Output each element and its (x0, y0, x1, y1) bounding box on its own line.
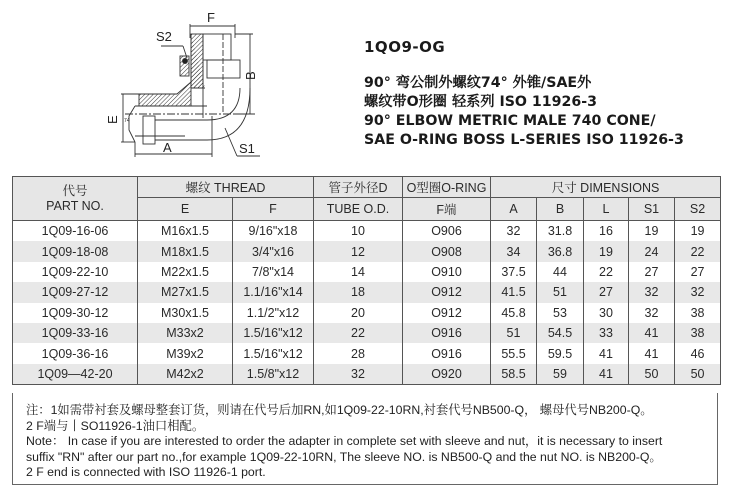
svg-text:A: A (163, 140, 172, 155)
cell-part: 1Q09-18-08 (13, 241, 138, 261)
cell-oring: O906 (403, 221, 491, 242)
cell-f: 1.5/16"x12 (233, 343, 314, 363)
note-cn-2: 2 F端与丨SO11926-1油口相配。 (26, 418, 205, 433)
header-tube-en: TUBE O.D. (314, 198, 403, 221)
cell-part: 1Q09-22-10 (13, 262, 138, 282)
table-row (13, 241, 721, 261)
cell-s1: 24 (629, 241, 675, 261)
header-l: L (584, 198, 629, 221)
cell-a: 32 (491, 221, 537, 242)
notes-box (12, 393, 718, 485)
elbow-fitting-drawing (95, 8, 270, 158)
cell-e: M30x1.5 (138, 303, 233, 323)
header-f-end: F端 (403, 198, 491, 221)
cell-e: M42x2 (138, 364, 233, 385)
cell-d: 20 (314, 303, 403, 323)
cell-d: 32 (314, 364, 403, 385)
header-oring: O型圈O-RING (403, 177, 491, 198)
cell-d: 28 (314, 343, 403, 363)
cell-e: M18x1.5 (138, 241, 233, 261)
cell-s2: 19 (675, 221, 721, 242)
cell-f: 1.5/16"x12 (233, 323, 314, 343)
table-row (13, 364, 721, 385)
description-en-2: SAE O-RING BOSS L-SERIES ISO 11926-3 (364, 132, 684, 148)
cell-a: 55.5 (491, 343, 537, 363)
cell-d: 12 (314, 241, 403, 261)
cell-b: 59.5 (537, 343, 584, 363)
cell-e: M39x2 (138, 343, 233, 363)
cell-l: 30 (584, 303, 629, 323)
cell-b: 44 (537, 262, 584, 282)
cell-oring: O916 (403, 323, 491, 343)
svg-text:74: 74 (124, 118, 130, 124)
cell-b: 51 (537, 282, 584, 302)
cell-f: 3/4"x16 (233, 241, 314, 261)
cell-l: 41 (584, 343, 629, 363)
cell-s1: 27 (629, 262, 675, 282)
header-part-no-en: PART NO. (46, 198, 104, 213)
cell-a: 51 (491, 323, 537, 343)
cell-oring: O912 (403, 303, 491, 323)
cell-part: 1Q09-27-12 (13, 282, 138, 302)
cell-oring: O916 (403, 343, 491, 363)
cell-e: M33x2 (138, 323, 233, 343)
svg-text:B: B (243, 71, 258, 80)
cell-s2: 27 (675, 262, 721, 282)
cell-d: 14 (314, 262, 403, 282)
cell-oring: O912 (403, 282, 491, 302)
cell-s2: 38 (675, 303, 721, 323)
header-part-no-cn: 代号 (62, 183, 88, 198)
cell-a: 58.5 (491, 364, 537, 385)
model-number: 1QO9-OG (364, 38, 446, 56)
note-en-1: Note： In case if you are interested to order the adapter in complete set with sleeve and nut，it is necessary to insert (26, 434, 663, 448)
cell-f: 7/8"x14 (233, 262, 314, 282)
cell-s1: 32 (629, 303, 675, 323)
cell-s2: 50 (675, 364, 721, 385)
cell-l: 33 (584, 323, 629, 343)
cell-d: 10 (314, 221, 403, 242)
table-row (13, 323, 721, 343)
header-s1: S1 (629, 198, 675, 221)
product-title-block (364, 38, 684, 150)
cell-s2: 32 (675, 282, 721, 302)
cell-e: M27x1.5 (138, 282, 233, 302)
cell-oring: O908 (403, 241, 491, 261)
cell-oring: O910 (403, 262, 491, 282)
cell-part: 1Q09—42-20 (13, 364, 138, 385)
cell-a: 45.8 (491, 303, 537, 323)
svg-text:S1: S1 (239, 141, 255, 156)
cell-f: 9/16"x18 (233, 221, 314, 242)
cell-s1: 41 (629, 343, 675, 363)
cell-e: M22x1.5 (138, 262, 233, 282)
cell-f: 1.1/16"x14 (233, 282, 314, 302)
cell-s2: 38 (675, 323, 721, 343)
cell-b: 54.5 (537, 323, 584, 343)
table-row (13, 303, 721, 323)
cell-s1: 19 (629, 221, 675, 242)
cell-f: 1.5/8"x12 (233, 364, 314, 385)
cell-s1: 32 (629, 282, 675, 302)
cell-d: 22 (314, 323, 403, 343)
note-en-3: 2 F end is connected with ISO 11926-1 port. (26, 465, 266, 479)
cell-f: 1.1/2"x12 (233, 303, 314, 323)
cell-oring: O920 (403, 364, 491, 385)
cell-part: 1Q09-16-06 (13, 221, 138, 242)
cell-part: 1Q09-30-12 (13, 303, 138, 323)
header-a: A (491, 198, 537, 221)
cell-s1: 50 (629, 364, 675, 385)
cell-l: 41 (584, 364, 629, 385)
header-e: E (138, 198, 233, 221)
cell-e: M16x1.5 (138, 221, 233, 242)
cell-d: 18 (314, 282, 403, 302)
cell-a: 37.5 (491, 262, 537, 282)
header-b: B (537, 198, 584, 221)
note-en-2: suffix "RN" after our part no.,for example 1Q09-22-10RN, The sleeve NO. is NB500-Q and the nut NO. is NB200-Q。 (26, 449, 662, 464)
cell-s2: 46 (675, 343, 721, 363)
cell-l: 22 (584, 262, 629, 282)
table-row (13, 343, 721, 363)
description-cn-2: 螺纹带O形圈 轻系列 ISO 11926-3 (364, 94, 598, 110)
cell-l: 16 (584, 221, 629, 242)
header-tube-cn: 管子外径D (314, 177, 403, 198)
cell-b: 53 (537, 303, 584, 323)
header-s2: S2 (675, 198, 721, 221)
table-row (13, 221, 721, 242)
cell-l: 27 (584, 282, 629, 302)
spec-table (12, 176, 721, 385)
cell-a: 41.5 (491, 282, 537, 302)
cell-part: 1Q09-33-16 (13, 323, 138, 343)
table-row (13, 282, 721, 302)
cell-s1: 41 (629, 323, 675, 343)
header-f: F (233, 198, 314, 221)
cell-l: 19 (584, 241, 629, 261)
table-row (13, 262, 721, 282)
svg-text:S2: S2 (156, 29, 172, 44)
cell-s2: 22 (675, 241, 721, 261)
header-part-no (13, 177, 138, 221)
label-f: F (207, 10, 215, 25)
header-dimensions: 尺寸 DIMENSIONS (491, 177, 721, 198)
cell-b: 31.8 (537, 221, 584, 242)
cell-a: 34 (491, 241, 537, 261)
cell-b: 36.8 (537, 241, 584, 261)
header-thread: 螺纹 THREAD (138, 177, 314, 198)
description-cn-1: 90° 弯公制外螺纹74° 外锥/SAE外 (364, 75, 592, 91)
description-en-1: 90° ELBOW METRIC MALE 740 CONE/ (364, 113, 656, 129)
svg-text:E: E (105, 115, 120, 124)
note-cn-1: 注：1如需带衬套及螺母整套订货，则请在代号后加RN,如1Q09-22-10RN,衬套代号NB500-Q， 螺母代号NB200-Q。 (26, 403, 653, 417)
cell-b: 59 (537, 364, 584, 385)
cell-part: 1Q09-36-16 (13, 343, 138, 363)
